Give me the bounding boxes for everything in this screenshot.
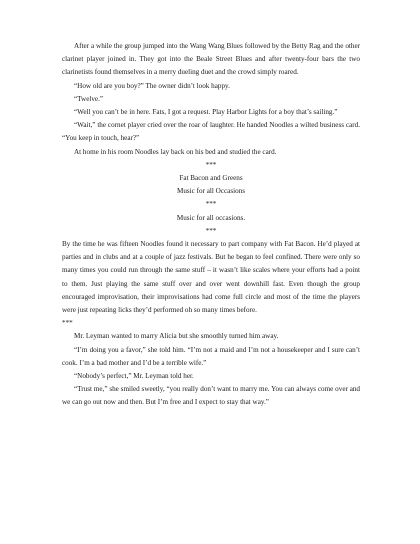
paragraph: “I’m doing you a favor,” she told him. “I’m not a maid and I’m not a housekeeper and I sure can’t cook. I’m a bad mother and I’d be a terrible wife.” [62,345,360,367]
paragraph: At home in his room Noodles lay back on his bed and studied the card. [74,147,277,156]
paragraph: “How old are you boy?” The owner didn’t look happy. [74,81,230,90]
section-separator: *** [62,319,73,328]
card-line: Music for all occasions. [176,213,246,222]
paragraph: “Well you can’t be in here. Fats, I got a request. Play Harbor Lights for a boy that’s sailing.” [74,108,338,117]
section-separator: *** [205,200,217,209]
paragraph: After a while the group jumped into the Wang Wang Blues followed by the Betty Rag and the other clarinet player joined in. They got into the Beale Street Blues and after twenty-four bars the two clarinetists found themselves in a merry dueling duet and the crowd simply roared. [62,42,360,77]
paragraph: By the time he was fifteen Noodles found it necessary to part company with Fat Bacon. He’d played at parties and in clubs and at a couple of jazz festivals. But he began to feel confined. There were only so many times you could run through the same stuff – it wasn’t like scales where your efforts had a point to them. Just playing the same stuff over and over went downhill fast. Even though the group encouraged improvisation, their improvisations had come full circle and most of the time the players were just repeating licks they’d performed oh so many times before. [62,240,360,315]
paragraph: Mr. Leyman wanted to marry Alicia but she smoothly turned him away. [74,332,279,341]
card-line: Fat Bacon and Greens [179,174,243,183]
paragraph: “Wait,” the cornet player cried over the roar of laughter. He handed Noodles a wilted business card. “You keep in touch, hear?” [62,121,360,143]
paragraph: “Nobody’s perfect,” Mr. Leyman told her. [74,372,194,381]
card-line: Music for all Occasions [176,187,246,196]
section-separator: *** [205,160,217,169]
paragraph: “Twelve.” [74,94,104,103]
paragraph: “Trust me,” she smiled sweetly, “you really don’t want to marry me. You can always come over and we can go out now and then. But I’m free and I expect to stay that way.” [62,385,360,407]
section-separator: *** [205,226,217,235]
document-body [62,40,360,410]
